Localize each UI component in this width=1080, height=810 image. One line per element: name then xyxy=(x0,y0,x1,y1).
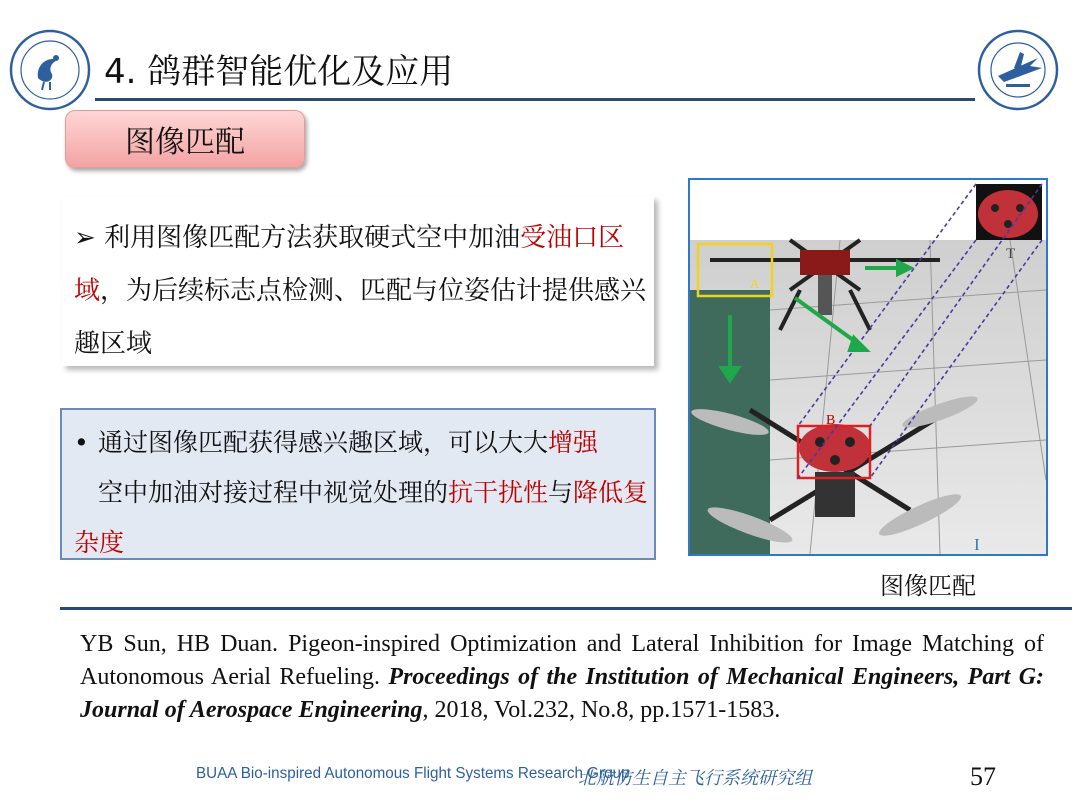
page-number: 57 xyxy=(970,762,996,791)
reference-divider xyxy=(60,607,1072,610)
group-logo xyxy=(8,28,92,112)
label-b: B xyxy=(826,413,836,428)
title-divider xyxy=(95,98,975,101)
label-a: A xyxy=(750,276,760,291)
drone-matching-photo xyxy=(690,180,1046,554)
arrow-bullet-icon: ➢ xyxy=(74,223,96,253)
bullet-2-highlight-2: 抗干扰性 xyxy=(448,478,549,507)
bullet-2-part-1: 通过图像匹配获得感兴趣区域，可以大大 xyxy=(98,428,549,457)
bullet-2-highlight-3: 降低复杂度 xyxy=(74,478,649,557)
bullet-2-part-2: 空中加油对接过程中视觉处理的 xyxy=(98,478,449,507)
dot-bullet-icon: • xyxy=(74,428,89,457)
university-logo xyxy=(976,28,1060,112)
figure-caption: 图像匹配 xyxy=(880,572,976,600)
bullet-2-text xyxy=(74,418,650,568)
page-title: 4. 鸽群智能优化及应用 xyxy=(104,52,454,92)
section-tag: 图像匹配 xyxy=(65,110,305,168)
reference-citation xyxy=(80,628,1044,727)
reference-journal: Proceedings of the Institution of Mechanical Engineers, Part G: Journal of Aerospace Engineering xyxy=(80,664,1045,723)
bullet-1-lead: 利用图像匹配方法获取硬式空中加油 xyxy=(104,223,521,253)
bullet-2-part-3: 与 xyxy=(548,478,574,507)
bullet-2-highlight-1: 增强 xyxy=(548,428,599,457)
footer-group-name: BUAA Bio-inspired Autonomous Flight Systems Research Group xyxy=(196,765,630,782)
label-t: T xyxy=(1006,246,1016,262)
bullet-1-text xyxy=(74,212,648,371)
bullet-1-tail: ，为后续标志点检测、匹配与位姿估计提供感兴趣区域 xyxy=(74,276,647,359)
footer-group-name-cn: 北航仿生自主飞行系统研究组 xyxy=(578,768,812,789)
bullet-1-highlight: 受油口区域 xyxy=(74,223,625,306)
label-i: I xyxy=(974,535,980,554)
image-matching-figure xyxy=(688,178,1048,556)
reference-details: , 2018, Vol.232, No.8, pp.1571-1583. xyxy=(422,697,781,723)
reference-authors-title: YB Sun, HB Duan. Pigeon-inspired Optimization and Lateral Inhibition for Image Matching of Autonomous Aerial Refueling. xyxy=(80,631,1044,690)
